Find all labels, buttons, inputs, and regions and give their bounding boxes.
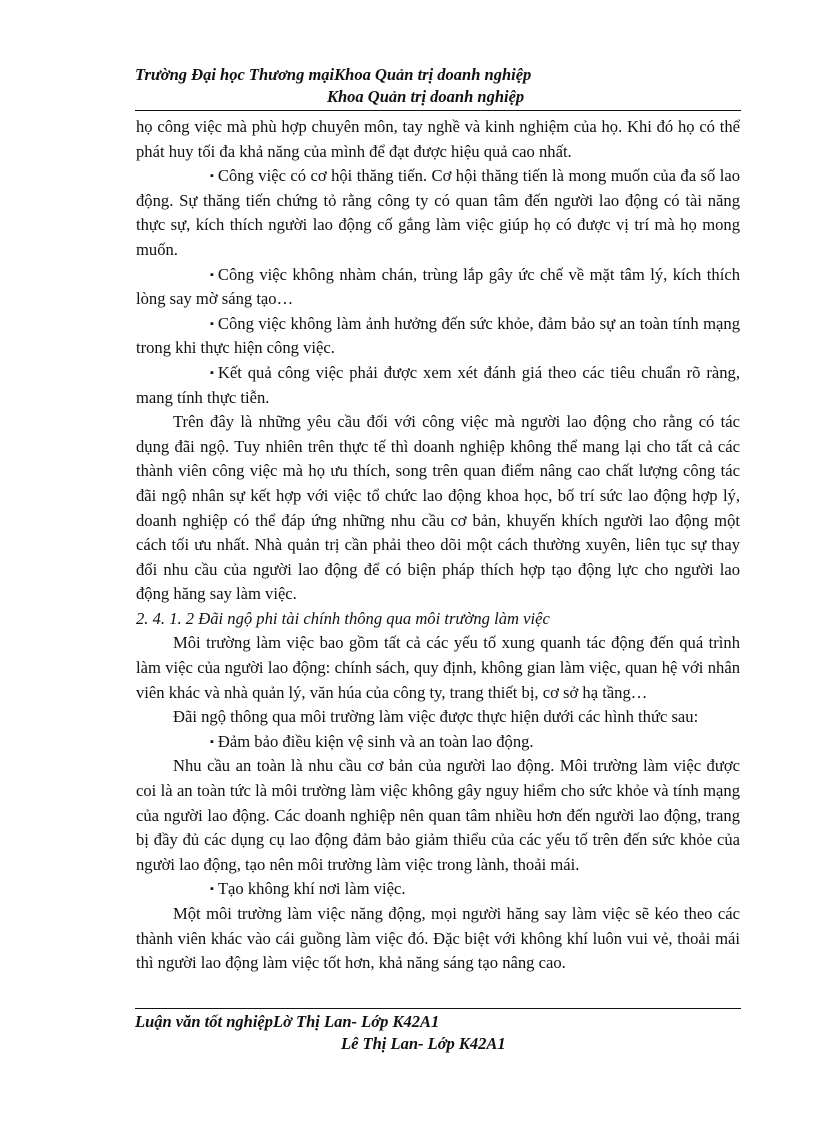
paragraph-text: Kết quả công việc phải được xem xét đánh giá theo các tiêu chuẩn rõ ràng, mang tính thực tiễn. xyxy=(136,362,740,407)
bullet-marker: ▪ xyxy=(210,883,214,896)
footer-line-1: Luận văn tốt nghiệpLờ Thị Lan- Lớp K42A1 xyxy=(135,1012,440,1031)
paragraph xyxy=(136,902,740,976)
header-line-1: Trường Đại học Thương mạiKhoa Quản trị doanh nghiệp xyxy=(135,65,532,84)
bullet-item xyxy=(136,730,740,755)
bullet-item xyxy=(136,877,740,902)
paragraph-text: 2. 4. 1. 2 Đãi ngộ phi tài chính thông qua môi trường làm việc xyxy=(136,608,550,628)
paragraph xyxy=(136,631,740,705)
footer-line-2: Lê Thị Lan- Lớp K42A1 xyxy=(341,1034,506,1053)
header-line-2: Khoa Quản trị doanh nghiệp xyxy=(327,87,525,106)
paragraph-text: Môi trường làm việc bao gồm tất cả các yếu tố xung quanh tác động đến quá trình làm việc của người lao động: chính sách, quy định, không gian làm việc, quan hệ với nhân viên khác và nhà quản lý, văn húa của công ty, trang thiết bị, cơ sở hạ tầng… xyxy=(136,633,740,702)
paragraph-text: Tạo không khí nơi làm việc. xyxy=(217,879,406,899)
paragraph-text: họ công việc mà phù hợp chuyên môn, tay nghề và kinh nghiệm của họ. Khi đó họ có thể phát huy tối đa khả năng của mình để đạt được hiệu quả cao nhất. xyxy=(136,117,740,161)
paragraph-text: Công việc không nhàm chán, trùng lắp gây ức chế về mặt tâm lý, kích thích lòng say mờ sáng tạo… xyxy=(136,264,740,309)
paragraph xyxy=(136,410,740,607)
bullet-item xyxy=(136,361,740,410)
paragraph-text: Công việc không làm ảnh hưởng đến sức khỏe, đảm bảo sự an toàn tính mạng trong khi thực hiện công việc. xyxy=(136,313,740,358)
bullet-item xyxy=(136,312,740,361)
paragraph-text: Trên đây là những yêu cầu đối với công việc mà người lao động cho rằng có tác dụng đãi ngộ. Tuy nhiên trên thực tế thì doanh nghiệp không thể mang lại cho tất cả các thành viên công việc mà họ ưu thích, song trên quan điểm nâng cao chất lượng công tác đãi ngộ nhân sự kết hợp với việc tổ chức lao động khoa học, bố trí sức lao động hợp lý, doanh nghiệp có thể đáp ứng những nhu cầu cơ bản, khuyến khích người lao động một cách tối ưu nhất. Nhà quản trị cần phải theo dõi một cách thường xuyên, liên tục sự thay đổi nhu cầu của người lao động để có biện pháp thích hợp tạo động lực cho người lao động hăng say làm việc. xyxy=(136,412,740,604)
paragraph-text: Nhu cầu an toàn là nhu cầu cơ bản của người lao động. Môi trường làm việc được coi là an toàn tức là môi trường làm việc không gây nguy hiểm cho sức khỏe và tính mạng của người lao động. Các doanh nghiệp nên quan tâm nhiều hơn đến người lao động, trang bị đầy đủ các dụng cụ lao động đảm bảo giảm thiểu của các yếu tố trên đến sức khỏe của người lao động, tạo nên môi trường làm việc trong lành, thoải mái. xyxy=(136,756,740,874)
bullet-marker: ▪ xyxy=(210,170,214,183)
paragraph xyxy=(136,754,740,877)
page-footer xyxy=(135,1011,741,1055)
section-heading xyxy=(136,607,740,632)
footer-divider xyxy=(135,1008,741,1009)
header-divider xyxy=(135,110,741,111)
paragraph-text: Đãi ngộ thông qua môi trường làm việc được thực hiện dưới các hình thức sau: xyxy=(173,707,699,727)
paragraph xyxy=(136,705,740,730)
document-body xyxy=(136,115,740,976)
paragraph-text: Một môi trường làm việc năng động, mọi người hăng say làm việc sẽ kéo theo các thành viên khác vào cái guồng làm việc đó. Đặc biệt với không khí luôn vui vẻ, thoải mái thì người lao động làm việc tốt hơn, khả năng sáng tạo nâng cao. xyxy=(136,904,740,973)
paragraph-continuation xyxy=(136,115,740,164)
bullet-marker: ▪ xyxy=(210,268,214,281)
bullet-item xyxy=(136,164,740,262)
page-header xyxy=(135,64,741,108)
bullet-marker: ▪ xyxy=(210,366,214,379)
paragraph-text: Công việc có cơ hội thăng tiến. Cơ hội thăng tiến là mong muốn của đa số lao động. Sự thăng tiến chứng tỏ rằng công ty có quan tâm đến người lao động có tài năng thực sự, kích thích người lao động cố gắng làm việc giúp họ có được vị trí mà họ mong muốn. xyxy=(136,166,740,259)
paragraph-text: Đảm bảo điều kiện vệ sinh và an toàn lao động. xyxy=(217,731,534,751)
bullet-marker: ▪ xyxy=(210,735,214,748)
bullet-marker: ▪ xyxy=(210,317,214,330)
bullet-item xyxy=(136,263,740,312)
